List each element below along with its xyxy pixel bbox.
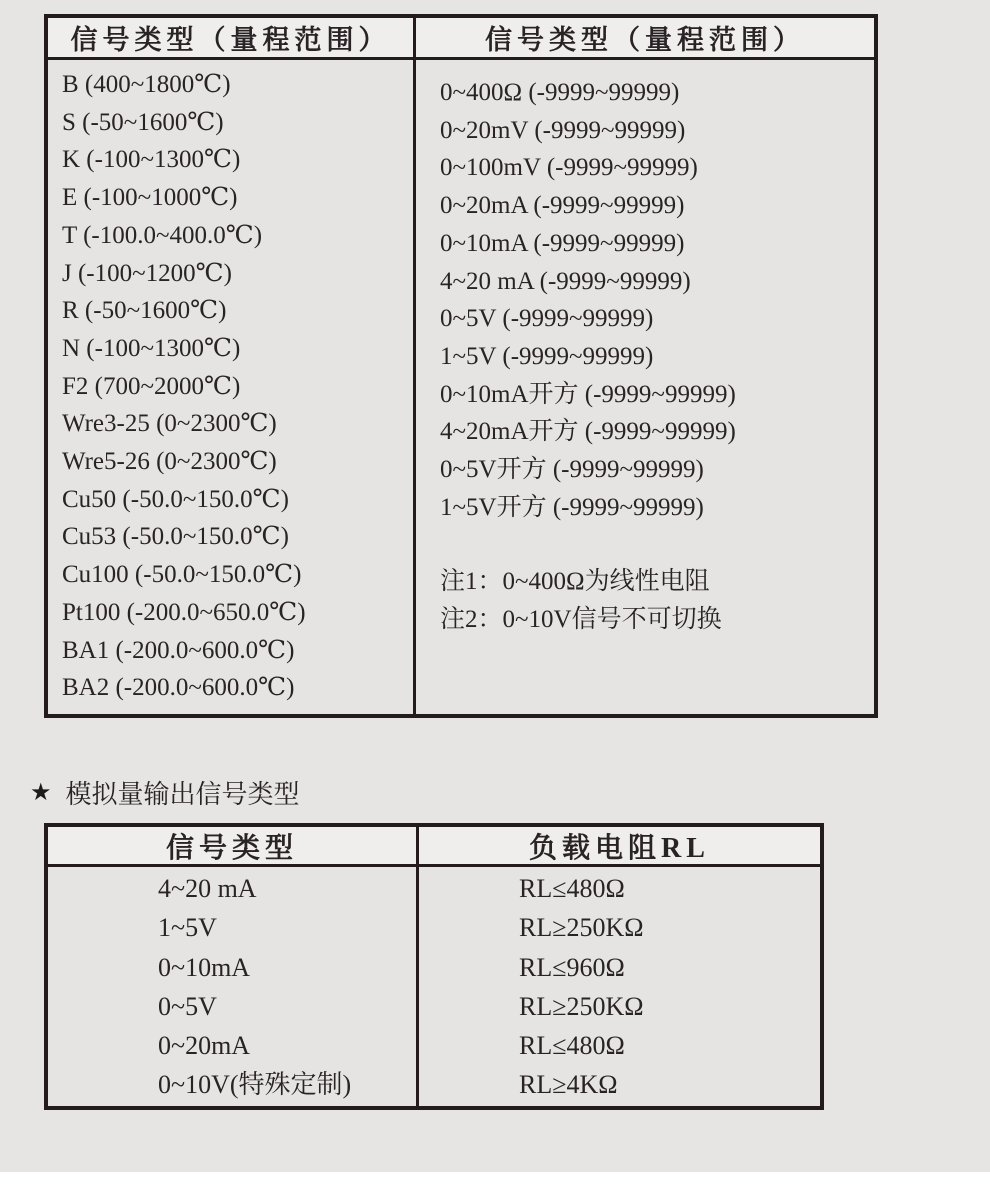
table-row: S (-50~1600℃) bbox=[62, 108, 224, 136]
table-cell-signal: 0~10V(特殊定制) bbox=[158, 1070, 352, 1100]
table-row: K (-100~1300℃) bbox=[62, 146, 241, 174]
section-heading bbox=[30, 774, 300, 811]
table-cell-load: RL≤960Ω bbox=[519, 952, 625, 982]
table-cell-load: RL≥4KΩ bbox=[519, 1070, 618, 1100]
table-row: BA1 (-200.0~600.0℃) bbox=[62, 636, 295, 664]
table-row: N (-100~1300℃) bbox=[62, 334, 241, 362]
table-cell-signal: 0~10mA bbox=[158, 952, 251, 982]
signal-range-table-header bbox=[48, 18, 874, 60]
table-row: Cu100 (-50.0~150.0℃) bbox=[62, 561, 302, 589]
table-row: Wre3-25 (0~2300℃) bbox=[62, 410, 277, 438]
output-signal-list bbox=[48, 867, 419, 1106]
column-header-signal-type-left: 信号类型（量程范围） bbox=[48, 18, 416, 57]
column-header-load-resistance: 负载电阻RL bbox=[529, 832, 710, 864]
section-title: 模拟量输出信号类型 bbox=[65, 779, 300, 809]
thermocouple-list bbox=[48, 60, 416, 714]
table-row: Pt100 (-200.0~650.0℃) bbox=[62, 598, 306, 626]
column-header-signal-type: 信号类型 bbox=[48, 827, 419, 864]
table-cell-signal: 0~20mA bbox=[158, 1031, 251, 1061]
table-cell-load: RL≤480Ω bbox=[519, 1031, 625, 1061]
table-row: 4~20mA开方 (-9999~99999) bbox=[440, 418, 736, 446]
table-row: 0~5V开方 (-9999~99999) bbox=[440, 456, 704, 484]
table-row: 4~20 mA (-9999~99999) bbox=[440, 267, 691, 295]
table-row: 0~10mA开方 (-9999~99999) bbox=[440, 380, 736, 408]
table-row: 1~5V开方 (-9999~99999) bbox=[440, 493, 704, 521]
table-row: B (400~1800℃) bbox=[62, 71, 231, 98]
table-row: F2 (700~2000℃) bbox=[62, 372, 241, 400]
analog-signal-list bbox=[416, 60, 874, 714]
table-row: 0~400Ω (-9999~99999) bbox=[440, 79, 680, 106]
table-cell-signal: 1~5V bbox=[158, 913, 217, 943]
star-icon: ★ bbox=[30, 779, 52, 806]
table-cell-load: RL≥250KΩ bbox=[519, 991, 644, 1021]
table-cell-signal: 0~5V bbox=[158, 991, 217, 1021]
table-row: R (-50~1600℃) bbox=[62, 297, 227, 325]
table-row: 0~20mA (-9999~99999) bbox=[440, 192, 685, 220]
table-row: Wre5-26 (0~2300℃) bbox=[62, 448, 277, 476]
table-cell-load: RL≥250KΩ bbox=[519, 913, 644, 943]
table-cell-signal: 4~20 mA bbox=[158, 874, 257, 903]
table-row: 0~10mA (-9999~99999) bbox=[440, 229, 685, 257]
table-row: T (-100.0~400.0℃) bbox=[62, 221, 263, 249]
analog-output-table-body bbox=[48, 867, 820, 1106]
load-resistance-list bbox=[419, 867, 820, 1106]
note-line: 注1：0~400Ω为线性电阻 bbox=[440, 568, 710, 596]
table-row: Cu50 (-50.0~150.0℃) bbox=[62, 485, 289, 513]
table-row: 0~5V (-9999~99999) bbox=[440, 305, 654, 333]
signal-range-table bbox=[44, 14, 878, 718]
analog-output-table-header bbox=[48, 827, 820, 867]
table-row: BA2 (-200.0~600.0℃) bbox=[62, 674, 295, 702]
note-line: 注2：0~10V信号不可切换 bbox=[440, 606, 722, 634]
signal-range-table-body bbox=[48, 60, 874, 714]
table-row: 1~5V (-9999~99999) bbox=[440, 342, 654, 370]
page-bottom-margin bbox=[0, 1172, 990, 1189]
table-row: J (-100~1200℃) bbox=[62, 259, 232, 287]
table-row: E (-100~1000℃) bbox=[62, 184, 238, 212]
table-notes bbox=[440, 563, 874, 638]
analog-output-table bbox=[44, 823, 824, 1110]
table-row: Cu53 (-50.0~150.0℃) bbox=[62, 523, 289, 551]
table-row: 0~20mV (-9999~99999) bbox=[440, 116, 686, 144]
table-row: 0~100mV (-9999~99999) bbox=[440, 154, 698, 182]
table-cell-load: RL≤480Ω bbox=[519, 874, 625, 903]
column-header-signal-type-right: 信号类型（量程范围） bbox=[485, 25, 805, 55]
